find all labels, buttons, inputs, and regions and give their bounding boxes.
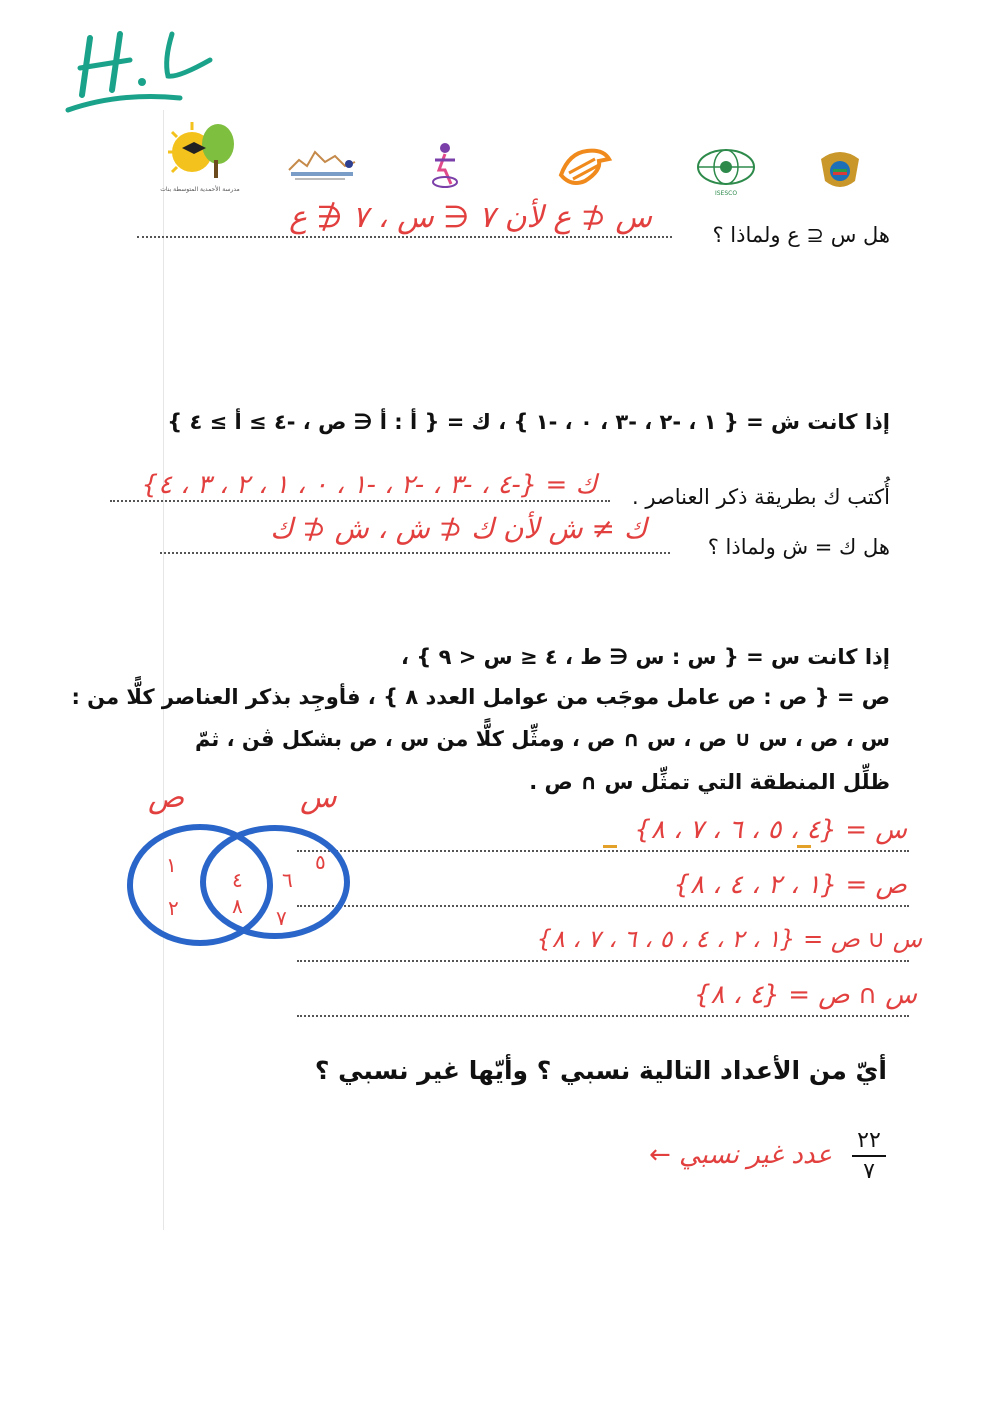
falcon-emblem-icon [815,145,865,195]
venn-right-5: ٥ [315,850,326,874]
q1-prompt: هل س ⊆ ع ولماذا ؟ [712,223,890,247]
figure-icon [425,140,465,190]
highlight-mark-8 [603,845,617,848]
fraction-numerator: ٢٢ [857,1128,881,1153]
q3-line2: ص = { ص : ص عامل موجَب من عوامل العدد ٨ } ، فأوجِد بذكر العناصر كلًّا من : [71,685,890,709]
highlight-mark-4 [797,845,811,848]
q3-line4: ظلِّل المنطقة التي تمثِّل س ∩ ص . [529,770,890,794]
venn-mid-8: ٨ [232,894,243,918]
kuwait-emblem [815,145,865,195]
q3-line1: إذا كانت س = { س : س ∈ ط ، ٤ ≤ س < ٩ } ، [401,645,890,669]
hand-logo [555,145,615,190]
fraction-22-7 [852,1128,886,1184]
globe-icon [695,148,757,186]
q3-answer-line-1 [297,850,909,852]
q2-list-prompt: أُكتب ك بطريقة ذكر العناصر . [632,485,890,509]
school-logo [160,120,240,195]
q2-equal-line [160,552,670,554]
fraction-bar [852,1155,886,1157]
q3-answer-intersection: س ∩ ص = {٤ ، ٨} [694,980,917,1010]
q2-list-answer: ك = {-٤ ، -٣ ، -٢ ، -١ ، ٠ ، ١ ، ٢ ، ٣ ، ٤} [141,470,597,500]
q3-answer-line-3 [297,960,909,962]
q3-answer-y: ص = {١ ، ٢ ، ٤ ، ٨} [673,870,907,900]
q2-list-line [110,500,610,502]
q4-prompt: أيّ من الأعداد التالية نسبي ؟ وأيّها غير نسبي ؟ [314,1056,887,1085]
venn-right-6: ٦ [282,868,293,892]
venn-circle-x [203,828,347,936]
venn-right-7: ٧ [276,906,287,930]
q3-answer-line-4 [297,1015,909,1017]
margin-line [163,110,164,1230]
isesco-logo [695,148,757,197]
sports-logo [425,140,465,190]
sun-tree-icon [160,120,240,182]
q2-given: إذا كانت ش = { ١ ، -٢ ، -٣ ، ٠ ، -١ } ، ك = { أ : أ ∈ ص ، -٤ ≥ أ ≥ ٤ } [167,410,890,434]
q3-answer-union: س ∪ ص = {١ ، ٢ ، ٤ ، ٥ ، ٦ ، ٧ ، ٨} [536,925,922,953]
q1-answer: س ⊄ ع لأن ٧ ∈ س ، ٧ ∉ ع [289,200,652,235]
q3-answer-line-2 [297,905,909,907]
venn-label-y: ص [148,780,185,815]
q2-equal-prompt: هل ك = ش ولماذا ؟ [707,535,890,559]
venn-left-2: ٢ [168,896,179,920]
q3-answer-x: س = {٤ ، ٥ ، ٦ ، ٧ ، ٨} [634,815,907,845]
isesco-caption: ISESCO [714,190,738,197]
venn-label-x: س [300,780,337,815]
fraction-denominator: ٧ [863,1159,875,1184]
venn-mid-4: ٤ [232,868,243,892]
q2-equal-answer: ك ≠ ش لأن ك ⊄ ش ، ش ⊄ ك [270,512,647,545]
q4-answer: عدد غير نسبي ← [648,1140,832,1170]
q3-line3: س ، ص ، س ∪ ص ، س ∩ ص ، ومثِّل كلًّا من س ، ص بشكل ڤن ، ثمّ [194,727,890,751]
venn-left-1: ١ [166,853,177,877]
q1-answer-line [137,236,672,238]
venn-circle-y [130,827,270,943]
ministry-logo [285,140,360,185]
school-logo-caption: مدرسة الأحمدية المتوسطة بنات [160,186,240,193]
buildings-icon [285,140,360,185]
initials-signature [60,20,230,120]
hand-icon [555,145,615,190]
